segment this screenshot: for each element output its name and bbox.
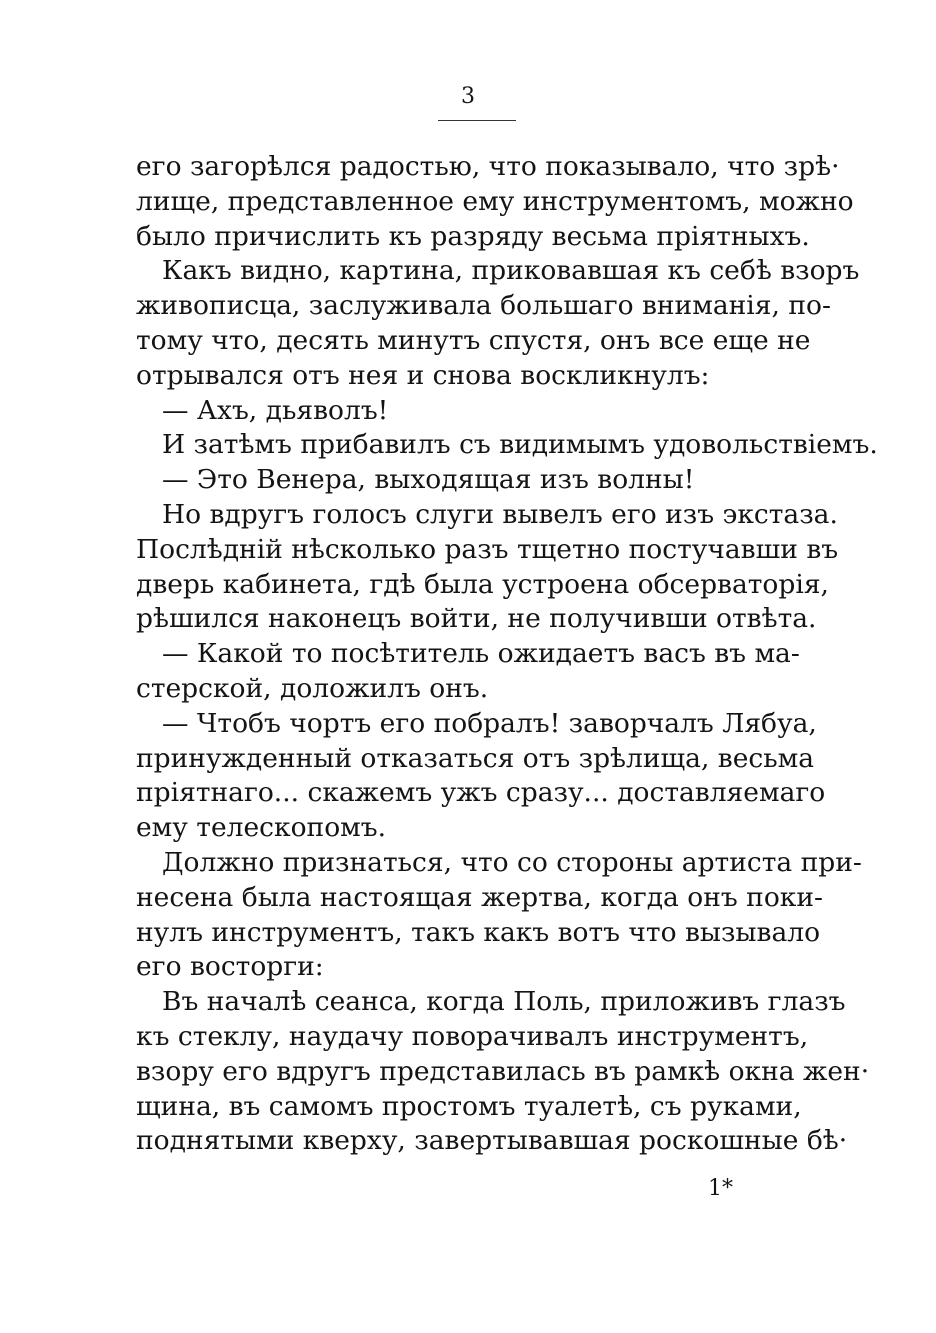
text-line: Но вдругъ голосъ слуги вывелъ его изъ экстаза. xyxy=(162,498,838,530)
text-line: тому что, десять минутъ спустя, онъ все еще не xyxy=(136,324,811,356)
text-line: И затѣмъ прибавилъ съ видимымъ удовольствіемъ. xyxy=(162,429,878,461)
text-line: взору его вдругъ представилась въ рамкѣ окна жен· xyxy=(136,1055,870,1087)
text-line: нулъ инструментъ, такъ какъ вотъ что вызывало xyxy=(136,916,821,948)
signature-mark: 1* xyxy=(708,1176,733,1201)
text-line: живописца, заслуживала большаго вниманія, по- xyxy=(136,290,831,322)
text-line: — Какой то посѣтитель ожидаетъ васъ въ ма- xyxy=(162,638,800,670)
text-line: отрывался отъ нея и снова воскликнулъ: xyxy=(136,359,710,391)
text-line: Послѣдній нѣсколько разъ тщетно постучавши въ xyxy=(136,533,839,565)
text-line: — Чтобъ чортъ его побралъ! заворчалъ Лябуа, xyxy=(162,707,817,739)
text-line: Какъ видно, картина, приковавшая къ себѣ взоръ xyxy=(162,255,860,287)
text-line: несена была настоящая жертва, когда онъ поки- xyxy=(136,881,823,913)
text-line: — Это Венера, выходящая изъ волны! xyxy=(162,464,695,496)
text-line: его восторги: xyxy=(136,951,324,983)
text-line: Въ началѣ сеанса, когда Поль, приложивъ глазъ xyxy=(162,986,846,1018)
text-line: принужденный отказаться отъ зрѣлища, весьма xyxy=(136,742,815,774)
text-line: стерской, доложилъ онъ. xyxy=(136,672,489,704)
text-line: его загорѣлся радостью, что показывало, что зрѣ· xyxy=(136,151,840,182)
text-line: пріятнаго... скажемъ ужъ сразу... доставляемаго xyxy=(136,777,826,809)
body-text xyxy=(136,150,878,1159)
text-line: рѣшился наконецъ войти, не получивши отвѣта. xyxy=(136,603,817,635)
text-line: поднятыми кверху, завертывавшая роскошные бѣ· xyxy=(136,1125,848,1157)
text-line: дверь кабинета, гдѣ была устроена обсерваторія, xyxy=(136,568,829,600)
header-rule xyxy=(438,120,516,121)
page-number: 3 xyxy=(461,84,475,109)
text-line: щина, въ самомъ простомъ туалетѣ, съ руками, xyxy=(136,1090,802,1122)
text-line: лище, представленное ему инструментомъ, можно xyxy=(136,185,854,217)
text-line: — Ахъ, дьяволъ! xyxy=(162,394,389,426)
text-line: Должно признаться, что со стороны артиста при- xyxy=(162,846,862,878)
text-line: было причислить къ разряду весьма пріятныхъ. xyxy=(136,220,810,252)
text-line: ему телескопомъ. xyxy=(136,812,387,844)
text-line: къ стеклу, наудачу поворачивалъ инструментъ, xyxy=(136,1020,809,1052)
